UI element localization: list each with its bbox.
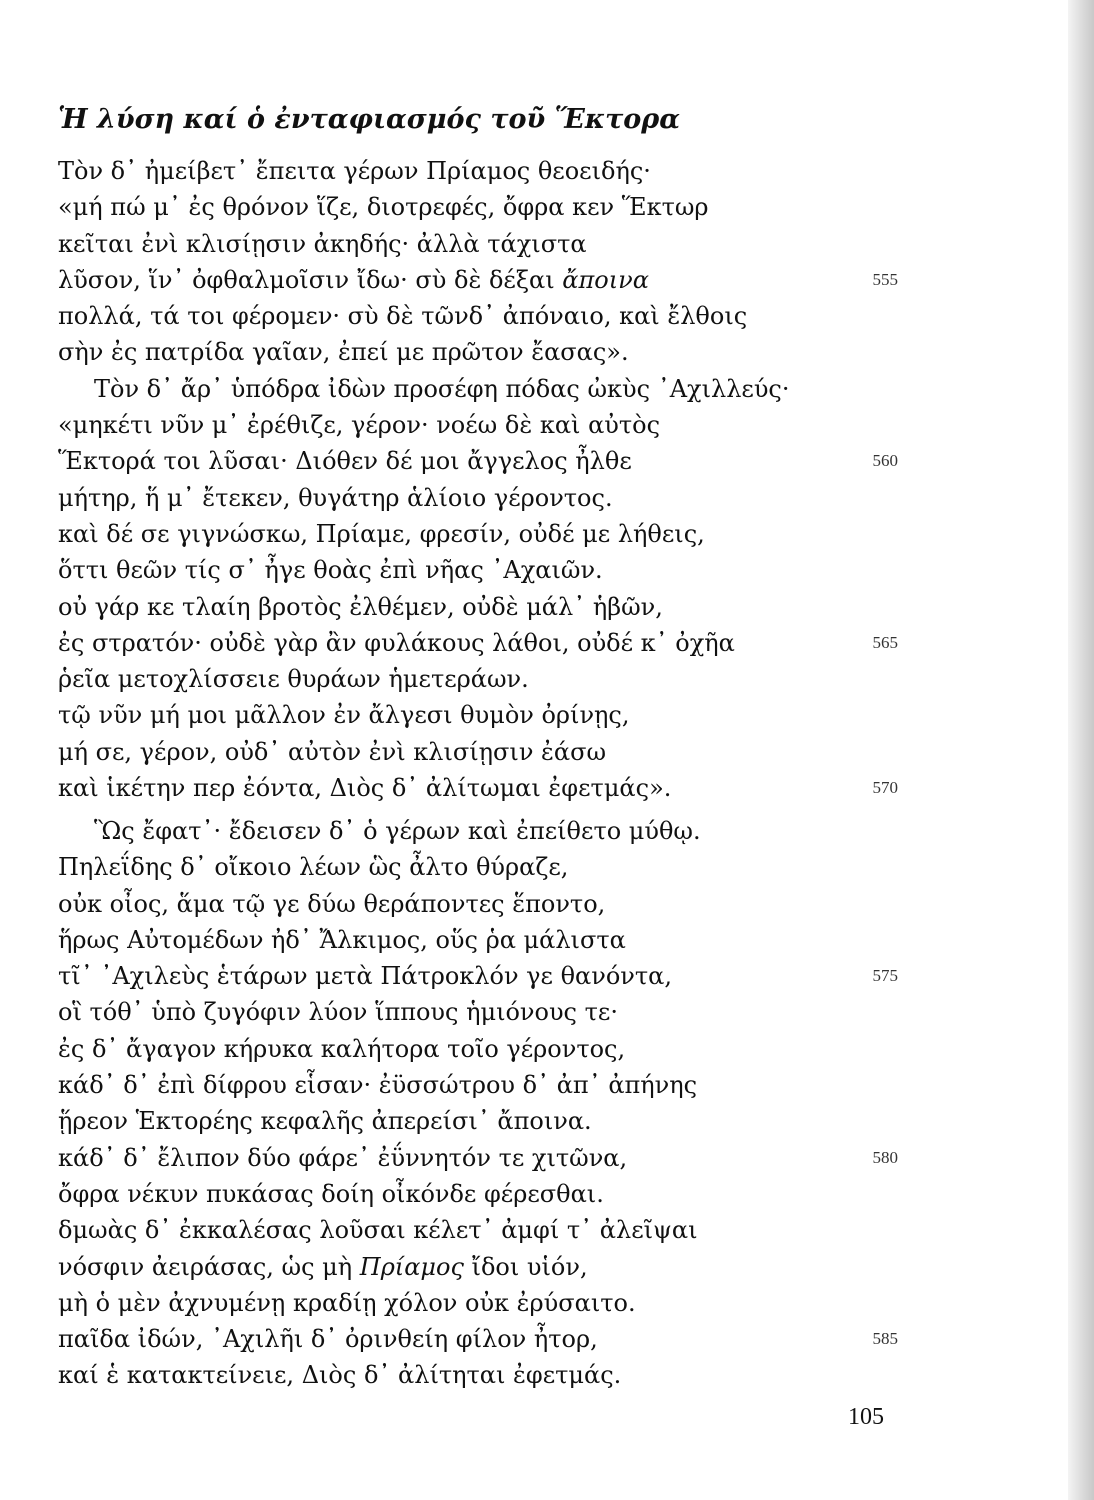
- verse-line: [58, 480, 898, 516]
- line-number: 570: [872, 778, 898, 798]
- verse-text: «μή πώ μ᾽ ἐς θρόνον ἵζε, διοτρεφές, ὄφρα κεν Ἕκτωρ: [58, 193, 709, 222]
- verse-line: [58, 1321, 898, 1357]
- line-number: 560: [872, 451, 898, 471]
- verse-line: [58, 298, 898, 334]
- verse-text: ἐς στρατόν· οὐδὲ γὰρ ἂν φυλάκους λάθοι, οὐδέ κ᾽ ὀχῆα: [58, 628, 735, 657]
- page-number: 105: [848, 1404, 884, 1430]
- verse-text: ἐς δ᾽ ἄγαγον κήρυκα καλήτορα τοῖο γέροντος,: [58, 1034, 626, 1063]
- verse-line: [58, 922, 898, 958]
- verse-stanza-1: [58, 153, 898, 806]
- verse-emphasis: ἄποινα: [562, 265, 649, 294]
- verse-text: καὶ δέ σε γιγνώσκω, Πρίαμε, φρεσίν, οὐδέ με λήθεις,: [58, 519, 705, 548]
- verse-text: πολλά, τά τοι φέρομεν· σὺ δὲ τῶνδ᾽ ἀπόναιο, καὶ ἔλθοις: [58, 302, 748, 331]
- verse-text: οὐκ οἶος, ἅμα τῷ γε δύω θεράποντες ἕποντο,: [58, 889, 606, 918]
- verse-text: «μηκέτι νῦν μ᾽ ἐρέθιζε, γέρον· νοέω δὲ καὶ αὐτὸς: [58, 411, 661, 440]
- verse-text: ὄφρα νέκυν πυκάσας δοίη οἶκόνδε φέρεσθαι.: [58, 1179, 604, 1208]
- verse-line: [58, 407, 898, 443]
- line-number: 580: [872, 1147, 898, 1167]
- verse-text: Πηλεΐδης δ᾽ οἴκοιο λέων ὣς ἆλτο θύραζε,: [58, 853, 569, 882]
- verse-line: [58, 849, 898, 885]
- verse-line: [58, 1212, 898, 1248]
- verse-text: σὴν ἐς πατρίδα γαῖαν, ἐπεί με πρῶτον ἔασας».: [58, 338, 629, 367]
- verse-text: οὐ γάρ κε τλαίη βροτὸς ἐλθέμεν, οὐδὲ μάλ᾽ ἡβῶν,: [58, 592, 663, 621]
- verse-text: κάδ᾽ δ᾽ ἔλιπον δύο φάρε᾽ ἐΰννητόν τε χιτῶνα,: [58, 1143, 628, 1172]
- verse-line: [58, 625, 898, 661]
- verse-text: ὅττι θεῶν τίς σ᾽ ἦγε θοὰς ἐπὶ νῆας ᾿Αχαιῶν.: [58, 556, 603, 585]
- verse-line: [58, 262, 898, 298]
- verse-text: καί ἑ κατακτείνειε, Διὸς δ᾽ ἀλίτηται ἐφετμάς.: [58, 1361, 622, 1390]
- verse-line: [58, 189, 898, 225]
- line-number: 585: [872, 1329, 898, 1349]
- verse-line: [58, 371, 898, 407]
- verse-line: [58, 334, 898, 370]
- verse-line: [58, 813, 898, 849]
- verse-text: ἥρως Αὐτομέδων ἠδ᾽ Ἄλκιμος, οὕς ῥα μάλιστα: [58, 925, 626, 954]
- verse-line: [58, 770, 898, 806]
- verse-text: Τὸν δ᾽ ἠμείβετ᾽ ἔπειτα γέρων Πρίαμος θεοειδής·: [58, 157, 651, 185]
- verse-line: [58, 1067, 898, 1103]
- verse-text: καὶ ἱκέτην περ ἐόντα, Διὸς δ᾽ ἀλίτωμαι ἐφετμάς».: [58, 774, 672, 803]
- verse-line: [58, 153, 898, 189]
- verse-text: τῷ νῦν μή μοι μᾶλλον ἐν ἄλγεσι θυμὸν ὀρίνῃς,: [58, 701, 630, 730]
- verse-line: [58, 886, 898, 922]
- verse-line: [58, 697, 898, 733]
- verse-text: Τὸν δ᾽ ἄρ᾽ ὑπόδρα ἰδὼν προσέφη πόδας ὠκὺς ᾿Αχιλλεύς·: [94, 374, 790, 403]
- verse-text: ᾕρεον Ἑκτορέης κεφαλῆς ἀπερείσι᾽ ἄποινα.: [58, 1107, 592, 1136]
- line-number: 575: [872, 966, 898, 986]
- verse-line: [58, 1357, 898, 1393]
- verse-text: τῖ᾽ ᾿Αχιλεὺς ἑτάρων μετὰ Πάτροκλόν γε θανόντα,: [58, 962, 672, 991]
- verse-line: [58, 958, 898, 994]
- line-number: 565: [872, 632, 898, 652]
- verse-line: [58, 1103, 898, 1139]
- verse-line: [58, 589, 898, 625]
- verse-text: οἳ τόθ᾽ ὑπὸ ζυγόφιν λύον ἵππους ἡμιόνους τε·: [58, 998, 618, 1027]
- verse-text: Ἕκτορά τοι λῦσαι· Διόθεν δέ μοι ἄγγελος ἦλθε: [58, 447, 632, 476]
- verse-text: μήτηρ, ἥ μ᾽ ἔτεκεν, θυγάτηρ ἁλίοιο γέροντος.: [58, 483, 613, 512]
- verse-line: [58, 552, 898, 588]
- verse-text-tail: ἴδοι υἱόν,: [463, 1252, 588, 1281]
- verse-line: [58, 226, 898, 262]
- verse-text: ῥεῖα μετοχλίσσειε θυράων ἡμετεράων.: [58, 665, 529, 694]
- verse-line: [58, 443, 898, 479]
- verse-line: [58, 1140, 898, 1176]
- verse-emphasis: Πρίαμος: [359, 1252, 464, 1281]
- verse-line: [58, 1031, 898, 1067]
- verse-text: δμωὰς δ᾽ ἐκκαλέσας λοῦσαι κέλετ᾽ ἀμφί τ᾽ ἀλεῖψαι: [58, 1216, 698, 1245]
- page-binding-shadow: [1068, 0, 1094, 1500]
- verse-line: [58, 1176, 898, 1212]
- verse-line: [58, 1285, 898, 1321]
- verse-line: [58, 994, 898, 1030]
- page-title: Ἡ λύση καί ὁ ἐνταφιασμός τοῦ Ἕκτορα: [58, 104, 681, 135]
- verse-stanza-2: [58, 813, 898, 1394]
- verse-line: [58, 1249, 898, 1285]
- verse-text: παῖδα ἰδών, ᾿Αχιλῆι δ᾽ ὀρινθείη φίλον ἦτορ,: [58, 1325, 598, 1354]
- line-number: 555: [872, 269, 898, 289]
- verse-text: Ὣς ἔφατ᾽· ἔδεισεν δ᾽ ὁ γέρων καὶ ἐπείθετο μύθῳ.: [94, 817, 701, 845]
- verse-text: κάδ᾽ δ᾽ ἐπὶ δίφρου εἷσαν· ἐϋσσώτρου δ᾽ ἀπ᾽ ἀπήνης: [58, 1071, 698, 1100]
- verse-line: [58, 734, 898, 770]
- verse-line: [58, 516, 898, 552]
- verse-text: κεῖται ἐνὶ κλισίῃσιν ἀκηδής· ἀλλὰ τάχιστα: [58, 229, 587, 258]
- verse-line: [58, 661, 898, 697]
- verse-text: μὴ ὁ μὲν ἀχνυμένῃ κραδίῃ χόλον οὐκ ἐρύσαιτο.: [58, 1288, 636, 1317]
- verse-text: νόσφιν ἀειράσας, ὡς μὴ: [58, 1252, 360, 1281]
- verse-text: λῦσον, ἵν᾽ ὀφθαλμοῖσιν ἴδω· σὺ δὲ δέξαι: [58, 265, 563, 294]
- verse-text: μή σε, γέρον, οὐδ᾽ αὐτὸν ἐνὶ κλισίῃσιν ἐάσω: [58, 737, 607, 766]
